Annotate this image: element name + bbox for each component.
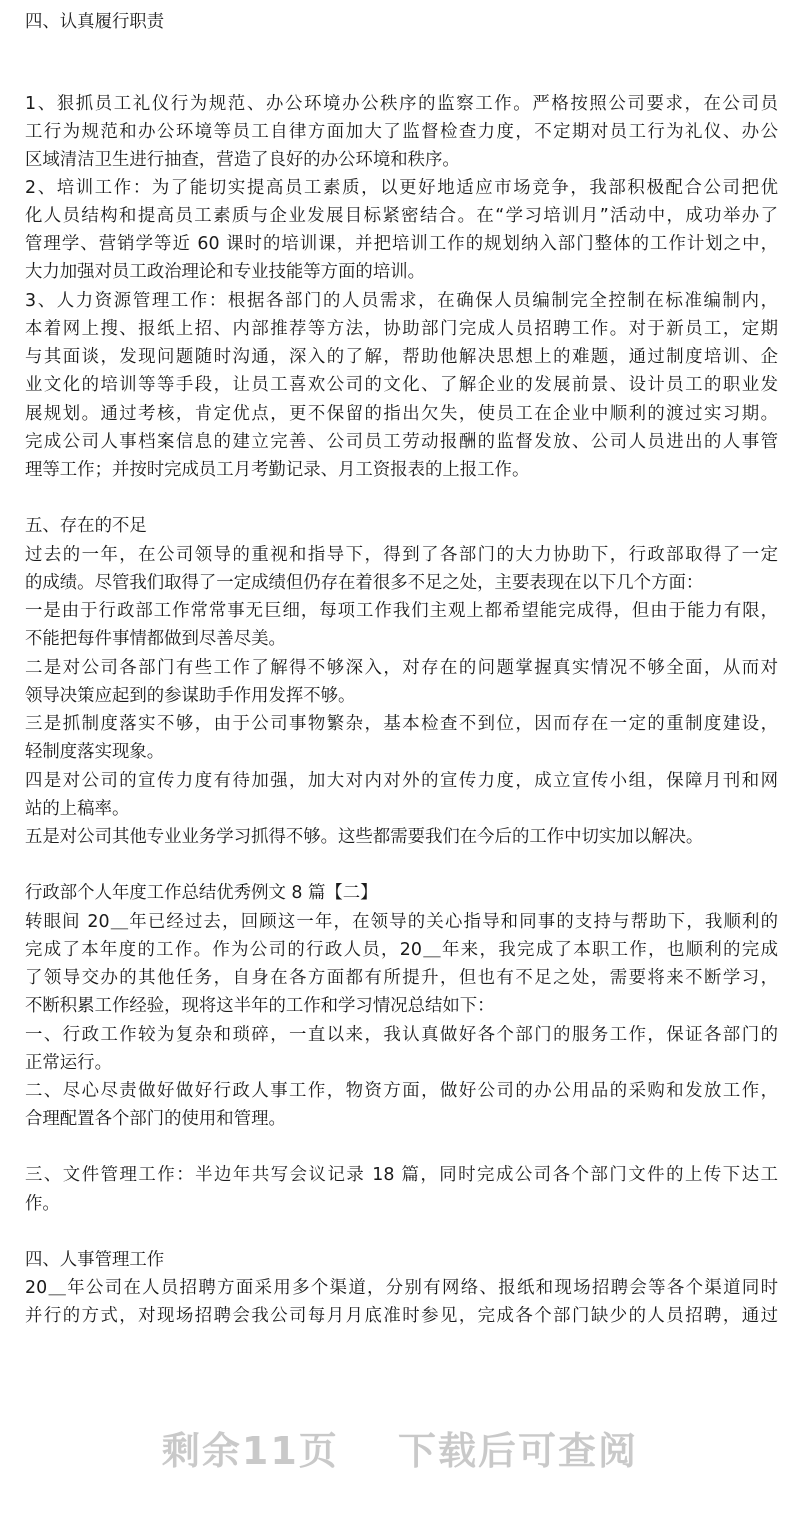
paragraph-line: 完成了本年度的工作。作为公司的行政人员，20＿年来，我完成了本职工作，也顺利的完成 [25, 940, 778, 960]
paragraph-line: 工行为规范和办公环境等员工自律方面加大了监督检查力度，不定期对员工行为礼仪、办公 [25, 122, 778, 142]
paragraph-line: 作。 [25, 1194, 60, 1214]
paragraph-line: 的成绩。尽管我们取得了一定成绩但仍存在着很多不足之处，主要表现在以下几个方面： [25, 573, 704, 593]
paragraph-line: 业文化的培训等等手段，让员工喜欢公司的文化、了解企业的发展前景、设计员工的职业发 [25, 375, 778, 395]
paragraph-line: 转眼间 20＿年已经过去，回顾这一年，在领导的关心指导和同事的支持与帮助下，我顺利的 [25, 912, 778, 932]
section-heading: 四、人事管理工作 [25, 1250, 165, 1270]
paragraph-line: 合理配置各个部门的使用和管理。 [25, 1109, 286, 1129]
paragraph-line: 领导决策应起到的参谋助手作用发挥不够。 [25, 686, 356, 706]
paragraph-line: 区域清洁卫生进行抽查，营造了良好的办公环境和秩序。 [25, 150, 460, 170]
paragraph-line: 二、尽心尽责做好做好行政人事工作，物资方面，做好公司的办公用品的采购和发放工作， [25, 1081, 778, 1101]
paragraph-line: 三是抓制度落实不够，由于公司事物繁杂，基本检查不到位，因而存在一定的重制度建设， [25, 714, 778, 734]
paragraph-line: 过去的一年，在公司领导的重视和指导下，得到了各部门的大力协助下，行政部取得了一定 [25, 545, 778, 565]
paragraph-line: 四是对公司的宣传力度有待加强，加大对内对外的宣传力度，成立宣传小组，保障月刊和网 [25, 771, 778, 791]
paragraph-line: 不断积累工作经验，现将这半年的工作和学习情况总结如下： [25, 996, 495, 1016]
paragraph-line: 轻制度落实现象。 [25, 742, 165, 762]
paragraph-line: 五是对公司其他专业业务学习抓得不够。这些都需要我们在今后的工作中切实加以解决。 [25, 827, 704, 847]
paragraph-line: 展规划。通过考核，肯定优点，更不保留的指出欠失，使员工在企业中顺利的渡过实习期。 [25, 404, 778, 424]
remaining-pages-label: 剩余11页 [161, 1429, 339, 1473]
paragraph-line: 与其面谈，发现问题随时沟通，深入的了解，帮助他解决思想上的难题，通过制度培训、企 [25, 347, 778, 367]
paragraph-line: 不能把每件事情都做到尽善尽美。 [25, 629, 286, 649]
section-heading: 五、存在的不足 [25, 516, 147, 536]
paragraph-line: 了领导交办的其他任务，自身在各方面都有所提升，但也有不足之处，需要将来不断学习， [25, 968, 778, 988]
section-heading: 四、认真履行职责 [25, 12, 165, 32]
paragraph-line: 一、行政工作较为复杂和琐碎，一直以来，我认真做好各个部门的服务工作，保证各部门的 [25, 1025, 778, 1045]
article-title: 行政部个人年度工作总结优秀例文 8 篇【二】 [25, 883, 378, 903]
paragraph-line: 正常运行。 [25, 1053, 112, 1073]
paragraph-line: 1、狠抓员工礼仪行为规范、办公环境办公秩序的监察工作。严格按照公司要求，在公司员 [25, 94, 778, 114]
paragraph-line: 管理学、营销学等近 60 课时的培训课，并把培训工作的规划纳入部门整体的工作计划之中， [25, 234, 778, 254]
paragraph-line: 3、人力资源管理工作：根据各部门的人员需求，在确保人员编制完全控制在标准编制内， [25, 291, 778, 311]
paragraph-line: 2、培训工作：为了能切实提高员工素质，以更好地适应市场竞争，我部积极配合公司把优 [25, 178, 778, 198]
paragraph-line: 并行的方式，对现场招聘会我公司每月月底准时参见，完成各个部门缺少的人员招聘，通过 [25, 1306, 778, 1326]
paragraph-line: 20＿年公司在人员招聘方面采用多个渠道，分别有网络、报纸和现场招聘会等各个渠道同时 [25, 1278, 778, 1298]
paragraph-line: 二是对公司各部门有些工作了解得不够深入，对存在的问题掌握真实情况不够全面，从而对 [25, 658, 778, 678]
paragraph-line: 大力加强对员工政治理论和专业技能等方面的培训。 [25, 262, 425, 282]
paragraph-line: 本着网上搜、报纸上招、内部推荐等方法，协助部门完成人员招聘工作。对于新员工，定期 [25, 319, 778, 339]
download-prompt[interactable] [0, 1420, 800, 1475]
paragraph-line: 三、文件管理工作：半边年共写会议记录 18 篇，同时完成公司各个部门文件的上传下达工 [25, 1165, 778, 1185]
paragraph-line: 一是由于行政部工作常常事无巨细，每项工作我们主观上都希望能完成得，但由于能力有限， [25, 601, 778, 621]
download-to-view-label: 下载后可查阅 [398, 1429, 639, 1473]
paragraph-line: 化人员结构和提高员工素质与企业发展目标紧密结合。在“学习培训月”活动中，成功举办了 [25, 206, 778, 226]
paragraph-line: 理等工作；并按时完成员工月考勤记录、月工资报表的上报工作。 [25, 460, 530, 480]
paragraph-line: 站的上稿率。 [25, 799, 130, 819]
paragraph-line: 完成公司人事档案信息的建立完善、公司员工劳动报酬的监督发放、公司人员进出的人事管 [25, 432, 778, 452]
